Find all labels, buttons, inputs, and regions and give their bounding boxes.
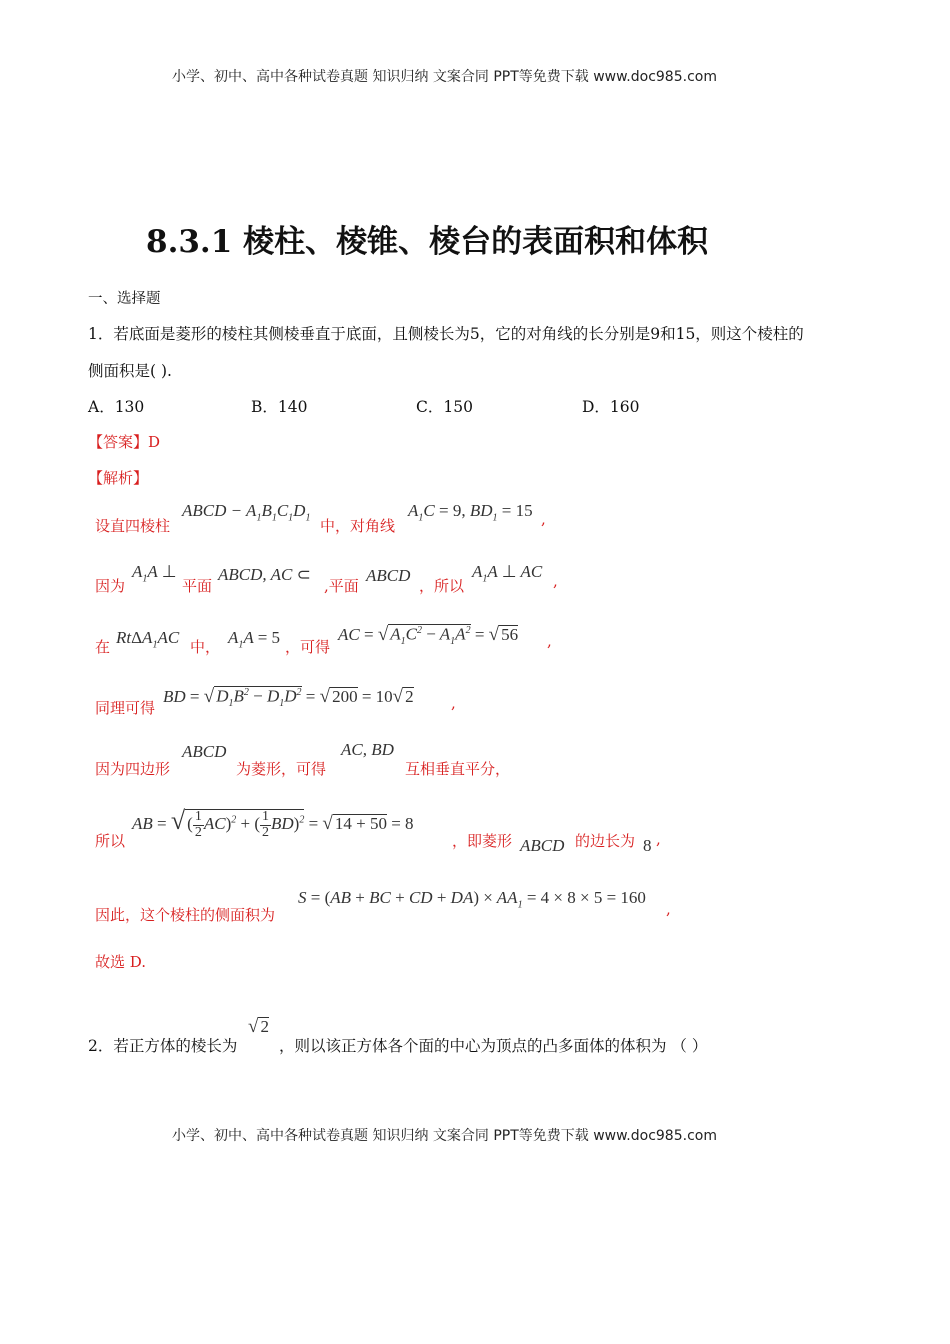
step-4-formula-bd: BD = √ $D_1B^2 - D_1D^2$ = √ 200 = 10√ 2 [163,686,414,710]
step-7-text-a: 因此，这个棱柱的侧面积为 [95,906,276,924]
answer-label: 【答案】D [88,433,161,451]
step-1-comma: , [541,510,546,528]
question-1-text-cont: 侧面积是( ). [88,362,172,380]
step-6-text-c: 的边长为 [575,832,636,850]
step-6-text-a: 所以 [95,832,126,850]
step-3-text-b: 中， [190,638,221,656]
page-title: 8.3.1 棱柱、棱锥、棱台的表面积和体积 [146,224,709,260]
step-6-formula-ab: AB = √ ( $\frac{1}{2}$ AC)$^2$ + ( $\frac{1}{2}$ BD)$^2$ = √ 14 + 50 = 8 [132,806,414,840]
option-b: B．140 [251,398,308,416]
step-4-text-a: 同理可得 [95,699,156,717]
option-c: C．150 [416,398,473,416]
step-8-text-a: 故选 D. [95,953,147,971]
step-5-formula-abcd: ABCD [182,742,227,761]
step-2-formula-c: ABCD [366,566,411,585]
step-3-formula-ac: AC = √ $A_1C^2 - A_1A^2$ = √ 56 [338,624,519,648]
step-3-comma: , [547,632,552,650]
step-2-text-c: ,平面 [324,577,359,595]
step-3-text-a: 在 [95,638,111,656]
question-2-text-a: 2．若正方体的棱长为 [88,1037,238,1055]
step-2-formula-b: ABCD, AC ⊂ [218,565,311,584]
option-d: D．160 [582,398,640,416]
page-footer: 小学、初中、高中各种试卷真题 知识归纳 文案合同 PPT等免费下载 www.doc985.com [172,1128,717,1144]
step-2-formula-d: $A_1A$ ⊥ AC [472,562,543,585]
question-2-text-b: ，则以该正方体各个面的中心为顶点的凸多面体的体积为 （ ） [279,1037,708,1055]
step-5-text-c: 互相垂直平分， [405,760,511,778]
step-3-text-c: ，可得 [285,638,331,656]
step-1-text-a: 设直四棱柱 [95,517,171,535]
step-1-formula-prism: ABCD − $A_1B_1C_1D_1$ [182,501,311,524]
step-6-formula-abcd: ABCD [520,836,565,855]
step-2-comma: , [553,572,558,590]
step-6-side-length: 8 [643,836,652,855]
step-6-text-b: ，即菱形 [452,832,513,850]
step-1-text-b: 中，对角线 [320,517,396,535]
question-1-text: 1．若底面是菱形的棱柱其侧棱垂直于底面，且侧棱长为5，它的对角线的长分别是9和15，则这个棱柱的 [88,325,804,343]
step-7-formula-area: S = (AB + BC + CD + $DA) \times AA_1 = 4 \times 8 \times 5 = 160$ [298,888,646,911]
step-5-text-a: 因为四边形 [95,760,171,778]
step-3-formula-triangle: RtΔA$_1$AC [116,628,180,651]
question-2-formula-edge: √ 2 [248,1016,269,1037]
step-2-text-b: 平面 [182,577,213,595]
step-4-comma: , [451,694,456,712]
analysis-label: 【解析】 [88,469,149,487]
step-5-formula-acbd: AC, BD [341,740,394,759]
step-2-text-a: 因为 [95,577,126,595]
option-a: A．130 [88,398,145,416]
step-1-formula-diagonals: $A_1C = 9$, $BD_1 = 15$ [408,501,533,524]
step-6-comma: , [656,830,661,848]
step-5-text-b: 为菱形，可得 [236,760,327,778]
step-3-formula-edge: $A_1A = 5$ [228,628,281,651]
step-7-comma: , [666,900,671,918]
step-2-text-d: ，所以 [419,577,465,595]
step-2-formula-a: $A_1A$ ⊥ [132,562,177,585]
page-header: 小学、初中、高中各种试卷真题 知识归纳 文案合同 PPT等免费下载 www.doc985.com [172,69,717,85]
section-heading: 一、选择题 [88,291,161,307]
